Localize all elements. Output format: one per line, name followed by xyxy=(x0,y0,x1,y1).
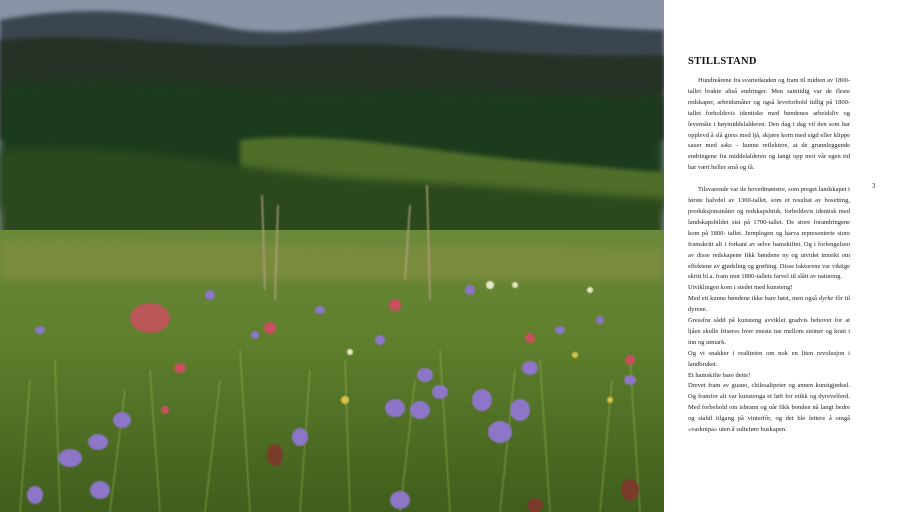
line-2-text-a: Med ett kunne bøndene ikke bare høst, men også xyxy=(688,295,819,303)
line-4 xyxy=(688,349,850,371)
line-2-text-b: fôr til dyrene. xyxy=(688,295,850,314)
line-2-emphasis: dyrke xyxy=(818,295,834,303)
article-heading: STILLSTAND xyxy=(688,56,757,67)
line-6 xyxy=(688,381,850,436)
paragraph-1: Hundreårene fra svartedauden og fram til midten av 1800-tallet brakte altså endringer. Men samtidig var de fleste redskaper, arbeidsmåter og også leveforhold tidlig på 1800-tallet forholdsvis identiske med bøndenes arbeidsliv og levemåte i høymiddelalderen. Den dag i dag vil den som har opplevd å slå gress med ljå, skjære korn med sigd eller klippe sauer med saks – kunne reflektere, at de grunnleggende endringene fra middelalderen og langt opp mot vår egen tid har vært heller små og få. xyxy=(688,77,850,172)
paragraph-gap xyxy=(688,174,850,185)
line-4-text: Og vi snakker i realiteten om nok en liten revolusjon i landbruket. xyxy=(688,349,850,368)
line-3-text: Gressfrø sådd på kunsteng avviklet gradvis behovet for at ljåen skulle friseres hver eneste tue mellom steiner og kratt i inn og utmark. xyxy=(688,317,850,346)
line-1-text: Utviklingen kom i stedet med kunsteng! xyxy=(688,284,793,292)
line-2 xyxy=(688,294,850,316)
line-6-text: Drevet fram av guano, chilesaltpeter og annen kunstgjødsel. Og framfor alt var kunstenga et løft for etikk og dyrevelferd. Med forbehold om isbrann og uår fikk bonden nå langt bedre og stabil tilgang på vinterfôr, og det ble lettere å omgå «varknipa» uten å sulteføre buskapen. xyxy=(688,382,850,434)
article-column xyxy=(688,56,850,436)
paragraph-2: Tilsvarende var de hovedmønstre, som preget landskapet i første halvdel av 1300-tallet, som et resultat av bosetting, produksjonsmåter og redskapsbruk, forholdsvis identisk med landskapsbildet sist på 1700-tallet. De store forandringene kom på 1800- tallet. Jernplogen og harva representerte store framskritt alt i forkant av selve hamskiftet. Og i forlengelsen av disse redskapene fikk bøndene ny og utvidet innsikt om effektene av gjødsling og grøfting. Disse faktorene var viktige skritt bl.a. fram mot 1800-tallets farvel til slått av natureng. xyxy=(688,186,850,281)
page-number: 3 xyxy=(872,182,876,190)
line-3 xyxy=(688,316,850,349)
line-5-text: Et hamskifte bare dette! xyxy=(688,371,751,379)
line-1 xyxy=(688,283,850,294)
line-5 xyxy=(688,371,850,382)
